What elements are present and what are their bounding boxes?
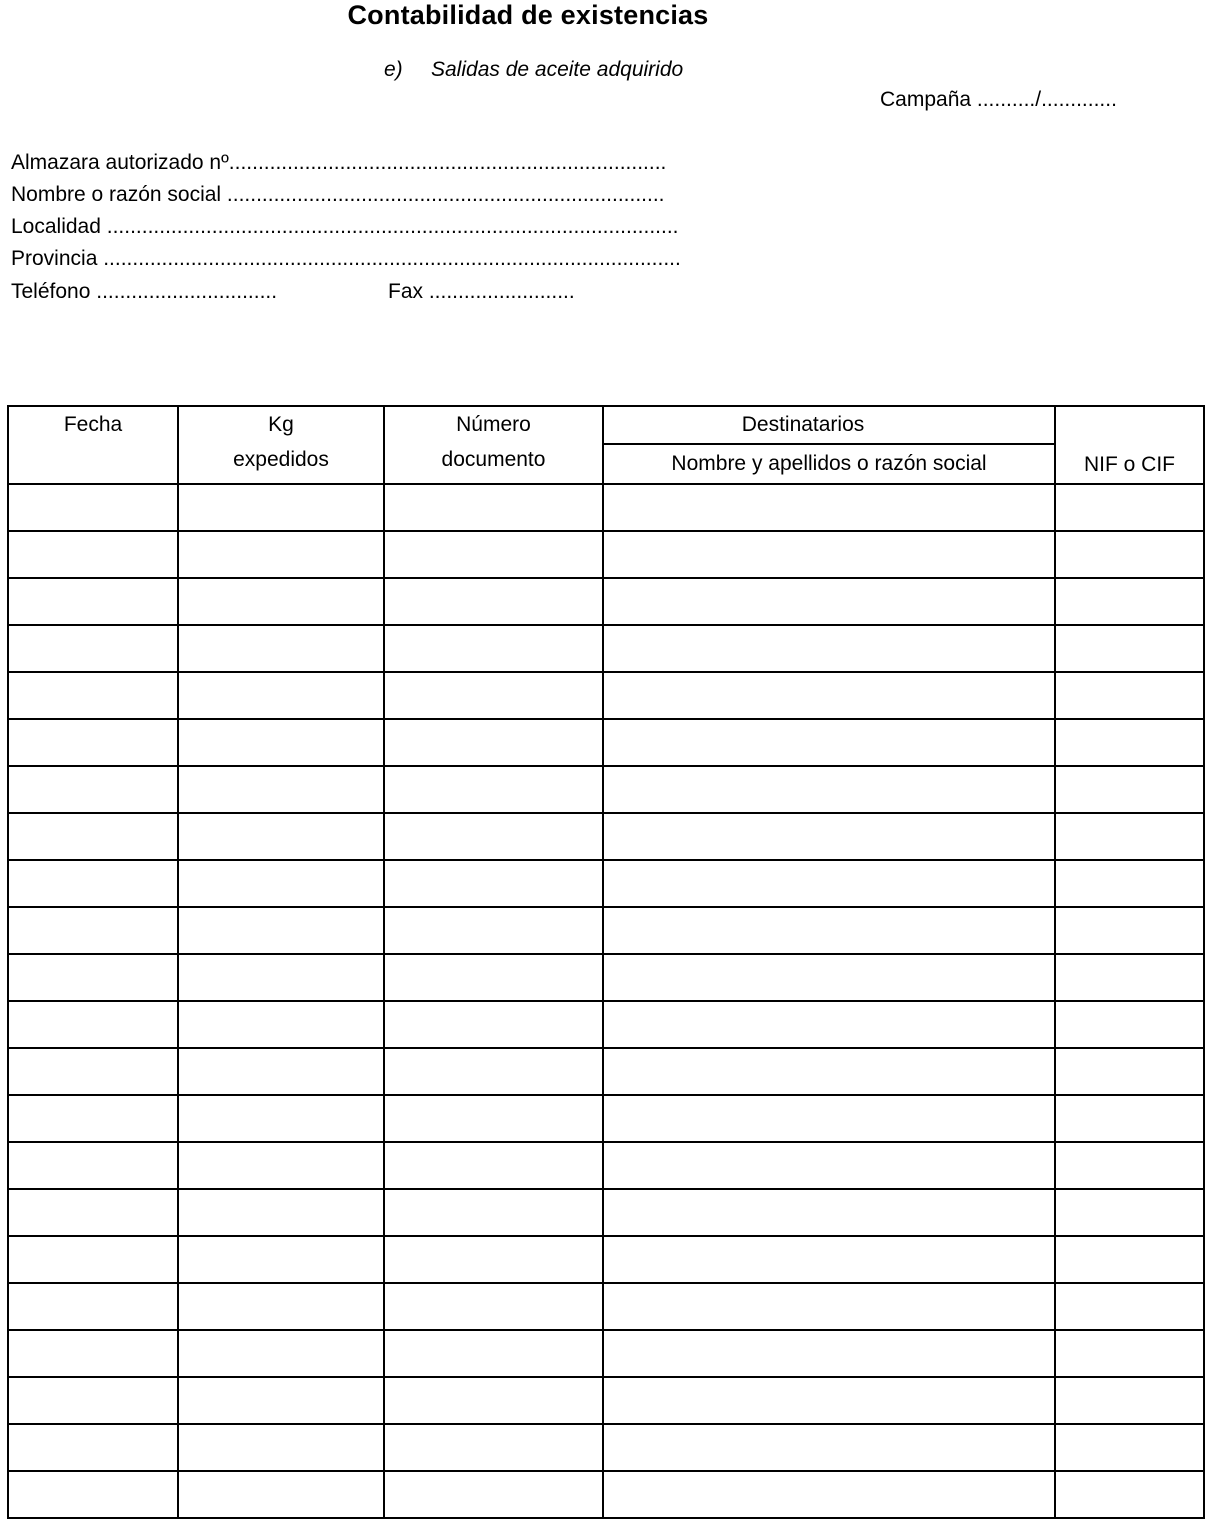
cell-fecha[interactable] (8, 484, 178, 531)
cell-kg[interactable] (178, 1142, 384, 1189)
cell-nif[interactable] (1055, 766, 1204, 813)
cell-numero[interactable] (384, 625, 603, 672)
cell-numero[interactable] (384, 907, 603, 954)
cell-numero[interactable] (384, 1236, 603, 1283)
table-row (8, 625, 1204, 672)
cell-numero[interactable] (384, 1377, 603, 1424)
cell-nombre[interactable] (603, 531, 1055, 578)
cell-kg[interactable] (178, 578, 384, 625)
cell-fecha[interactable] (8, 1095, 178, 1142)
table-row (8, 672, 1204, 719)
cell-nif[interactable] (1055, 1377, 1204, 1424)
table-row (8, 578, 1204, 625)
telefono-field[interactable]: Teléfono ............................... (11, 280, 278, 303)
cell-numero[interactable] (384, 1048, 603, 1095)
cell-fecha[interactable] (8, 907, 178, 954)
cell-fecha[interactable] (8, 766, 178, 813)
fax-field[interactable]: Fax ......................... (388, 280, 575, 303)
cell-nif[interactable] (1055, 672, 1204, 719)
cell-nif[interactable] (1055, 531, 1204, 578)
cell-numero[interactable] (384, 719, 603, 766)
cell-nombre[interactable] (603, 1189, 1055, 1236)
campaign-field[interactable]: Campaña ........../............. (880, 88, 1117, 111)
cell-nif[interactable] (1055, 1283, 1204, 1330)
cell-fecha[interactable] (8, 1330, 178, 1377)
cell-nombre[interactable] (603, 578, 1055, 625)
cell-kg[interactable] (178, 1001, 384, 1048)
cell-nif[interactable] (1055, 484, 1204, 531)
cell-nif[interactable] (1055, 1424, 1204, 1471)
table-row (8, 1283, 1204, 1330)
cell-numero[interactable] (384, 860, 603, 907)
cell-numero[interactable] (384, 954, 603, 1001)
cell-nombre[interactable] (603, 1377, 1055, 1424)
table-row (8, 719, 1204, 766)
cell-nombre[interactable] (603, 484, 1055, 531)
cell-nombre[interactable] (603, 1236, 1055, 1283)
cell-fecha[interactable] (8, 1471, 178, 1518)
cell-nif[interactable] (1055, 860, 1204, 907)
cell-kg[interactable] (178, 1424, 384, 1471)
cell-kg[interactable] (178, 484, 384, 531)
cell-nombre[interactable] (603, 625, 1055, 672)
cell-nif[interactable] (1055, 625, 1204, 672)
cell-fecha[interactable] (8, 719, 178, 766)
table-row (8, 1471, 1204, 1518)
section-subtitle (384, 58, 683, 82)
cell-nombre[interactable] (603, 1048, 1055, 1095)
header-numero-line1: Número (456, 413, 531, 436)
cell-nombre[interactable] (603, 813, 1055, 860)
header-numero (384, 406, 603, 484)
cell-kg[interactable] (178, 1283, 384, 1330)
cell-nif[interactable] (1055, 1142, 1204, 1189)
cell-kg[interactable] (178, 1048, 384, 1095)
header-numero-line2: documento (441, 448, 546, 471)
cell-numero[interactable] (384, 484, 603, 531)
exits-ledger-table (7, 405, 1205, 1519)
cell-nif[interactable] (1055, 1189, 1204, 1236)
subtitle-letter: e) (384, 58, 403, 81)
cell-nif[interactable] (1055, 719, 1204, 766)
header-fecha (8, 406, 178, 484)
cell-nif[interactable] (1055, 578, 1204, 625)
cell-fecha[interactable] (8, 860, 178, 907)
cell-nif[interactable] (1055, 1095, 1204, 1142)
cell-kg[interactable] (178, 954, 384, 1001)
cell-nif[interactable] (1055, 1471, 1204, 1518)
cell-nif[interactable] (1055, 954, 1204, 1001)
cell-kg[interactable] (178, 1189, 384, 1236)
cell-numero[interactable] (384, 1283, 603, 1330)
cell-nif[interactable] (1055, 1001, 1204, 1048)
cell-kg[interactable] (178, 625, 384, 672)
cell-fecha[interactable] (8, 625, 178, 672)
cell-nombre[interactable] (603, 1424, 1055, 1471)
cell-nombre[interactable] (603, 954, 1055, 1001)
table-row (8, 860, 1204, 907)
nombre-field[interactable]: Nombre o razón social ........................................................................... (11, 183, 665, 206)
header-kg-line2: expedidos (233, 448, 329, 471)
cell-kg[interactable] (178, 1236, 384, 1283)
cell-nombre[interactable] (603, 907, 1055, 954)
table-row (8, 1095, 1204, 1142)
cell-numero[interactable] (384, 672, 603, 719)
header-kg-line1: Kg (268, 413, 294, 436)
cell-kg[interactable] (178, 860, 384, 907)
cell-numero[interactable] (384, 1001, 603, 1048)
cell-numero[interactable] (384, 531, 603, 578)
document-title: Contabilidad de existencias (347, 0, 709, 30)
table-row (8, 1189, 1204, 1236)
cell-nif[interactable] (1055, 1330, 1204, 1377)
cell-fecha[interactable] (8, 1001, 178, 1048)
cell-kg[interactable] (178, 1471, 384, 1518)
cell-kg[interactable] (178, 1330, 384, 1377)
table-row (8, 813, 1204, 860)
cell-fecha[interactable] (8, 1048, 178, 1095)
provincia-field[interactable]: Provincia ................................................................................................... (11, 247, 681, 270)
cell-kg[interactable] (178, 531, 384, 578)
cell-nombre[interactable] (603, 766, 1055, 813)
subtitle-text: Salidas de aceite adquirido (431, 58, 684, 81)
header-nif: NIF o CIF (1055, 406, 1204, 484)
cell-nombre[interactable] (603, 1095, 1055, 1142)
cell-fecha[interactable] (8, 1424, 178, 1471)
cell-fecha[interactable] (8, 1283, 178, 1330)
cell-nombre[interactable] (603, 1471, 1055, 1518)
table-row (8, 907, 1204, 954)
table-row (8, 1236, 1204, 1283)
cell-nombre[interactable] (603, 719, 1055, 766)
cell-nombre[interactable] (603, 672, 1055, 719)
header-fecha-label: Fecha (63, 413, 123, 436)
almazara-field[interactable]: Almazara autorizado nº........................................................................... (11, 151, 667, 174)
cell-fecha[interactable] (8, 531, 178, 578)
cell-fecha[interactable] (8, 813, 178, 860)
cell-nombre[interactable] (603, 1142, 1055, 1189)
cell-nif[interactable] (1055, 813, 1204, 860)
table-row (8, 1330, 1204, 1377)
table-row (8, 1424, 1204, 1471)
table-row (8, 484, 1204, 531)
cell-kg[interactable] (178, 813, 384, 860)
cell-fecha[interactable] (8, 578, 178, 625)
cell-numero[interactable] (384, 1095, 603, 1142)
cell-nif[interactable] (1055, 1048, 1204, 1095)
cell-numero[interactable] (384, 1471, 603, 1518)
cell-fecha[interactable] (8, 1377, 178, 1424)
cell-numero[interactable] (384, 578, 603, 625)
table-row (8, 531, 1204, 578)
cell-fecha[interactable] (8, 954, 178, 1001)
cell-nif[interactable] (1055, 1236, 1204, 1283)
ledger-header (8, 406, 1204, 484)
cell-numero[interactable] (384, 1330, 603, 1377)
cell-kg[interactable] (178, 907, 384, 954)
table-row (8, 1048, 1204, 1095)
cell-fecha[interactable] (8, 1189, 178, 1236)
table-row (8, 954, 1204, 1001)
cell-numero[interactable] (384, 1142, 603, 1189)
cell-fecha[interactable] (8, 672, 178, 719)
cell-fecha[interactable] (8, 1236, 178, 1283)
cell-numero[interactable] (384, 766, 603, 813)
cell-numero[interactable] (384, 1189, 603, 1236)
cell-nombre[interactable] (603, 1283, 1055, 1330)
header-destinatarios: Destinatarios (603, 406, 1055, 444)
table-row (8, 1377, 1204, 1424)
cell-numero[interactable] (384, 1424, 603, 1471)
cell-fecha[interactable] (8, 1142, 178, 1189)
cell-kg[interactable] (178, 1377, 384, 1424)
table-row (8, 766, 1204, 813)
cell-numero[interactable] (384, 813, 603, 860)
cell-nombre[interactable] (603, 860, 1055, 907)
cell-nombre[interactable] (603, 1001, 1055, 1048)
cell-kg[interactable] (178, 1095, 384, 1142)
cell-kg[interactable] (178, 719, 384, 766)
header-nombre: Nombre y apellidos o razón social (603, 444, 1055, 484)
localidad-field[interactable]: Localidad .................................................................................................. (11, 215, 679, 238)
table-row (8, 1142, 1204, 1189)
table-row (8, 1001, 1204, 1048)
cell-nombre[interactable] (603, 1330, 1055, 1377)
cell-kg[interactable] (178, 672, 384, 719)
cell-nif[interactable] (1055, 907, 1204, 954)
ledger-body (8, 484, 1204, 1518)
cell-kg[interactable] (178, 766, 384, 813)
header-kg (178, 406, 384, 484)
